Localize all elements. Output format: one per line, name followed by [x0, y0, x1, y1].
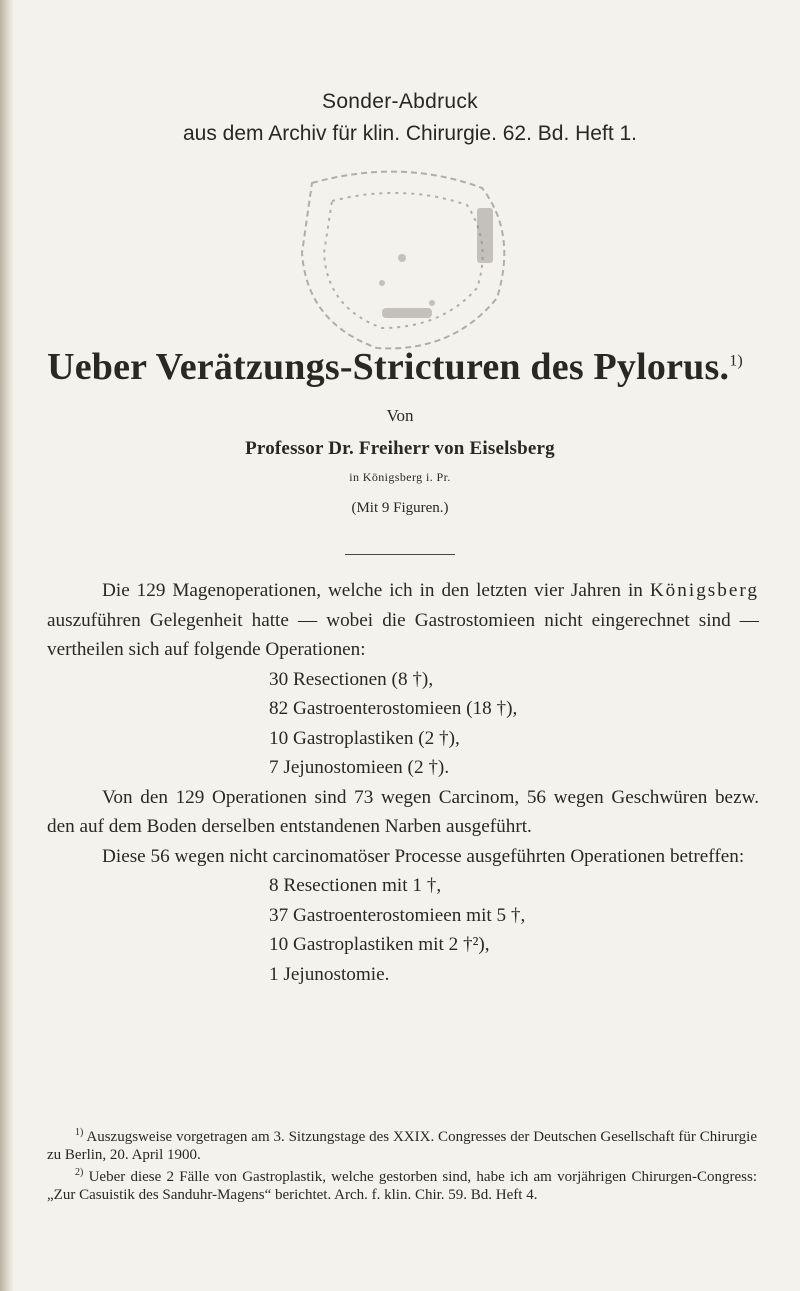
- author-name: Professor Dr. Freiherr von Eiselsberg: [245, 438, 555, 459]
- non-carcinoma-paragraph: Diese 56 wegen nicht carcinomatöser Processe ausgeführten Operationen betreffen:: [102, 845, 745, 867]
- carcinoma-paragraph: Von den 129 Operationen sind 73 wegen Carcinom, 56 wegen Geschwüren bezw. den auf dem Boden derselben entstandenen Narben ausgeführt.: [47, 786, 759, 837]
- list-item: 8 Resectionen mit 1 †,: [269, 875, 442, 896]
- list-item: 1 Jejunostomie.: [269, 963, 390, 985]
- footnote-1: [47, 1124, 757, 1164]
- list-item: 30 Resectionen (8 †),: [269, 668, 434, 690]
- intro-paragraph: [47, 576, 759, 665]
- title-footnote-mark: 1): [729, 352, 743, 370]
- intro-text: Die 129 Magenoperationen, welche ich in den letzten vier Jahren in: [102, 580, 643, 601]
- list-item: 10 Gastroplastiken (2 †),: [269, 727, 460, 749]
- list-item: 7 Jejunostomieen (2 †).: [269, 757, 450, 778]
- article-title: [10, 345, 780, 389]
- journal-citation: aus dem Archiv für klin. Chirurgie. 62. Bd. Heft 1.: [182, 122, 638, 145]
- footnote-2-mark: 2): [75, 1167, 84, 1178]
- footnote-1-text: Auszugsweise vorgetragen am 3. Sitzungstage des XXIX. Congresses der Deutschen Gesellschaft für Chirurgie zu Berlin, 20. April 1900.: [47, 1129, 757, 1163]
- intro-rest: auszuführen Gelegenheit hatte — wobei die Gastrostomieen nicht eingerechnet sind — vertheilen sich auf folgende Operationen:: [47, 609, 759, 660]
- figure-count: (Mit 9 Figuren.): [351, 500, 449, 516]
- footnote-2-text: Ueber diese 2 Fälle von Gastroplastik, welche gestorben sind, habe ich am vorjährigen Chirurgen-Congress: „Zur Casuistik des Sanduhr-Magens“ berichtet. Arch. f. klin. Chir. 59. Bd. Heft 4.: [47, 1169, 757, 1203]
- byline-von: Von: [386, 406, 414, 425]
- article-title-text: Ueber Verätzungs-Stricturen des Pylorus.: [47, 346, 730, 388]
- body-text: [47, 576, 759, 989]
- list-item: 37 Gastroenterostomieen mit 5 †,: [269, 904, 526, 926]
- footnote-1-mark: 1): [75, 1127, 84, 1138]
- offprint-label: Sonder-Abdruck: [322, 90, 478, 113]
- library-stamp-icon: [282, 163, 522, 363]
- footnote-2: [47, 1164, 757, 1204]
- operations-list: [47, 665, 759, 783]
- intro-city: Königsberg: [649, 580, 759, 601]
- list-item: 10 Gastroplastiken mit 2 †²),: [269, 934, 490, 955]
- footnotes: [47, 1124, 757, 1204]
- non-carcinoma-list: [47, 871, 759, 989]
- author-affiliation: in Königsberg i. Pr.: [349, 470, 451, 484]
- list-item: 82 Gastroenterostomieen (18 †),: [269, 698, 518, 719]
- divider: [345, 554, 455, 555]
